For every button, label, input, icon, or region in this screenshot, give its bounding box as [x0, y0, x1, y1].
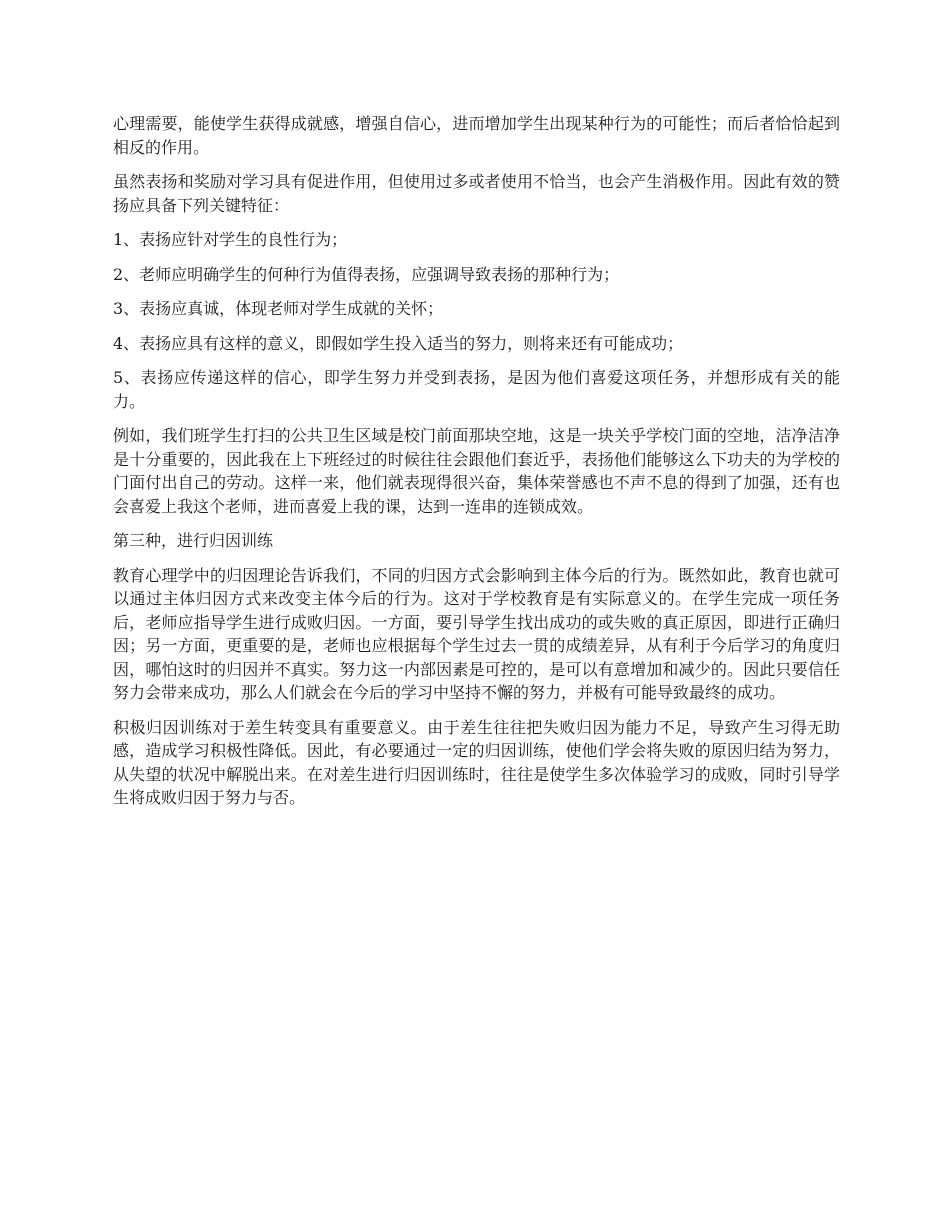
- section-heading: 第三种，进行归因训练: [113, 531, 274, 550]
- list-item-4: 4、表扬应具有这样的意义，即假如学生投入适当的努力，则将来还有可能成功；: [113, 333, 684, 353]
- document-body: [113, 112, 840, 821]
- paragraph-attribution-theory: 教育心理学中的归因理论告诉我们，不同的归因方式会影响到主体今后的行为。既然如此，教育也就可以通过主体归因方式来改变主体今后的行为。这对于学校教育是有实际意义的。在学生完成一项任务后，老师应指导学生进行成败归因。一方面，要引导学生找出成功的或失败的真正原因，即进行正确归因；另一方面，更重要的是，老师也应根据每个学生过去一贯的成绩差异，从有利于今后学习的角度归因，哪怕这时的归因并不真实。努力这一内部因素是可控的，是可以有意增加和减少的。因此只要信任努力会带来成功，那么人们就会在今后的学习中坚持不懈的努力，并极有可能导致最终的成功。: [113, 565, 840, 702]
- paragraph-attribution-training: 积极归因训练对于差生转变具有重要意义。由于差生往往把失败归因为能力不足，导致产生习得无助感，造成学习积极性降低。因此，有必要通过一定的归因训练，使他们学会将失败的原因归结为努力，从失望的状况中解脱出来。在对差生进行归因训练时，往往是使学生多次体验学习的成败，同时引导学生将成败归因于努力与否。: [113, 717, 840, 807]
- paragraph-praise-intro: 虽然表扬和奖励对学习具有促进作用，但使用过多或者使用不恰当，也会产生消极作用。因此有效的赞扬应具备下列关键特征：: [113, 172, 840, 215]
- list-item-3: 3、表扬应真诚，体现老师对学生成就的关怀；: [113, 299, 444, 318]
- list-item-5: 5、表扬应传递这样的信心，即学生努力并受到表扬，是因为他们喜爱这项任务，并想形成有关的能力。: [113, 368, 840, 411]
- paragraph-example: 例如，我们班学生打扫的公共卫生区域是校门前面那块空地，这是一块关乎学校门面的空地，洁净洁净是十分重要的，因此我在上下班经过的时候往往会跟他们套近乎，表扬他们能够这么下功夫的为学校的门面付出自己的劳动。这样一来，他们就表现得很兴奋，集体荣誉感也不声不息的得到了加强，还有也会喜爱上我这个老师，进而喜爱上我的课，达到一连串的连锁成效。: [113, 426, 840, 516]
- list-item-2: 2、老师应明确学生的何种行为值得表扬，应强调导致表扬的那种行为；: [113, 264, 620, 284]
- paragraph-continuation: 心理需要，能使学生获得成就感，增强自信心，进而增加学生出现某种行为的可能性；而后者恰恰起到相反的作用。: [113, 114, 840, 157]
- list-item-1: 1、表扬应针对学生的良性行为；: [113, 230, 348, 249]
